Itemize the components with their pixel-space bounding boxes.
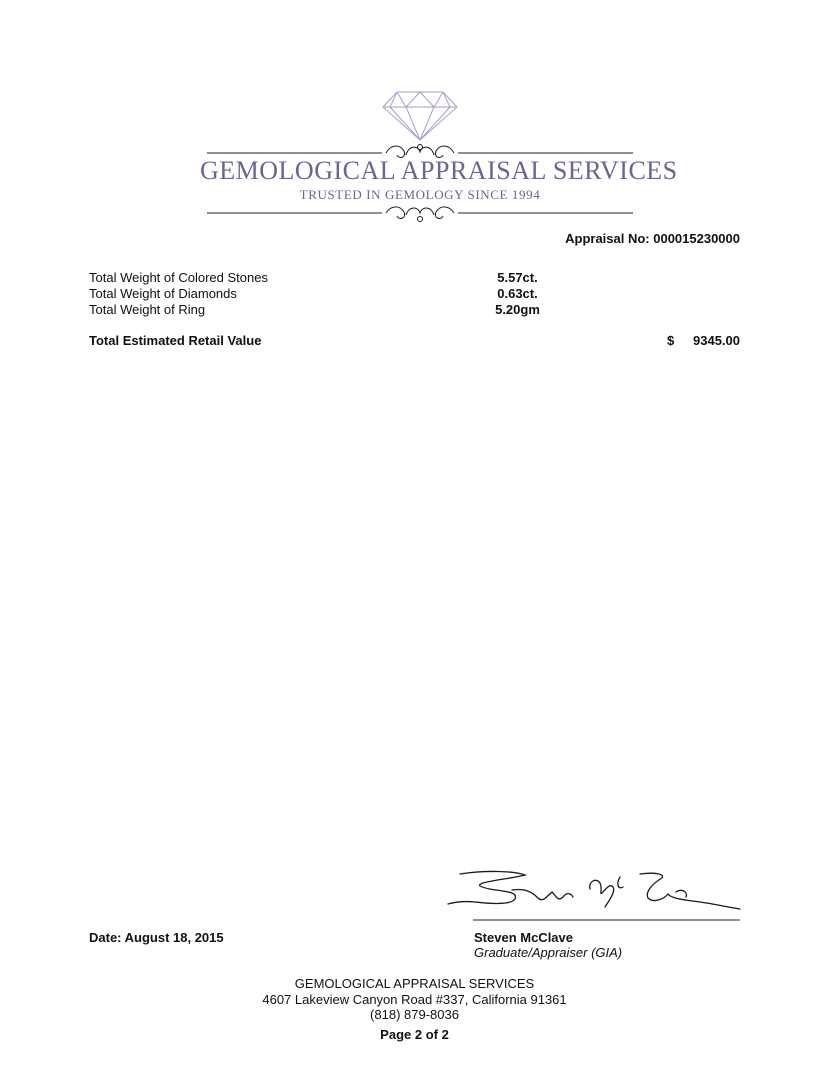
- weight-label-ring: Total Weight of Ring: [89, 302, 206, 317]
- page-number: Page 2 of 2: [380, 1027, 449, 1042]
- weight-value-diamonds: 0.63ct.: [497, 286, 538, 301]
- appraisal-date: Date: August 18, 2015: [89, 930, 224, 945]
- company-logo-title: [200, 156, 678, 186]
- bottom-rule: [207, 207, 633, 222]
- footer-phone: (818) 879-8036: [370, 1007, 459, 1022]
- footer-address: 4607 Lakeview Canyon Road #337, California 91361: [262, 992, 567, 1007]
- weight-label-colored-stones: Total Weight of Colored Stones: [89, 270, 268, 285]
- weight-value-colored-stones: 5.57ct.: [497, 270, 538, 285]
- company-tagline: TRUSTED IN GEMOLOGY SINCE 1994: [299, 187, 541, 202]
- weight-value-ring: 5.20gm: [495, 302, 540, 317]
- appraisal-number: Appraisal No: 000015230000: [565, 231, 740, 246]
- diamond-icon: [383, 92, 457, 140]
- footer-company-name: GEMOLOGICAL APPRAISAL SERVICES: [294, 976, 535, 991]
- logo-title-word-1: GEMOLOGICAL: [200, 156, 396, 185]
- handwritten-signature: [440, 862, 745, 932]
- signer-name: Steven McClave: [474, 930, 573, 945]
- logo-title-word-2: APPRAISAL: [400, 156, 546, 185]
- weight-label-diamonds: Total Weight of Diamonds: [89, 286, 237, 301]
- signer-title: Graduate/Appraiser (GIA): [474, 945, 623, 960]
- total-value-label: Total Estimated Retail Value: [89, 333, 262, 348]
- logo-title-word-3: SERVICES: [552, 156, 678, 185]
- total-value-amount: 9345.00: [693, 333, 740, 348]
- total-currency-symbol: $: [667, 333, 675, 348]
